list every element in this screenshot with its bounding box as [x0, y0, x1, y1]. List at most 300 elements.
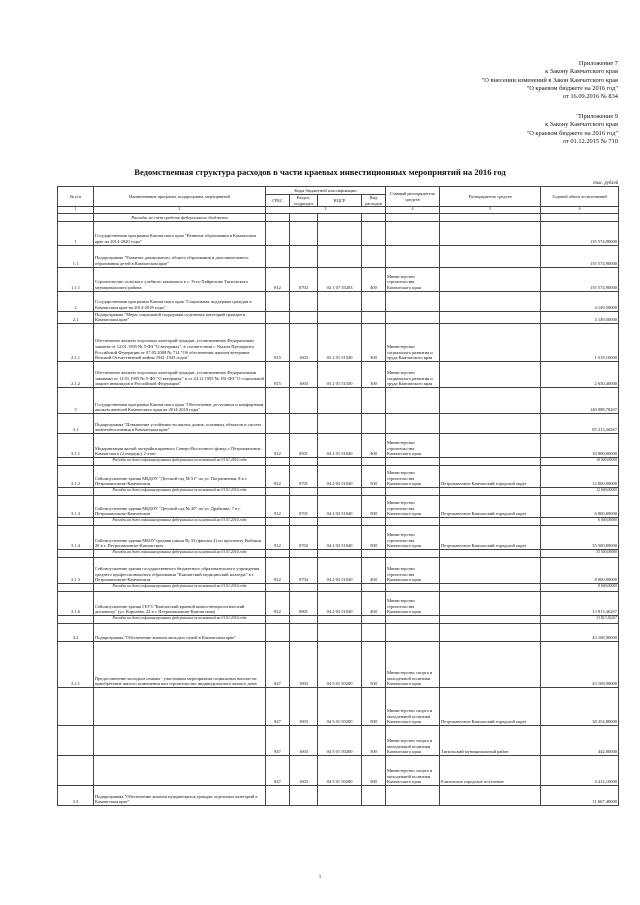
cell-grbs: 812 [266, 525, 290, 549]
cell-vr [362, 583, 386, 591]
cell-grbs: 847 [266, 725, 290, 755]
cell-recipient: Петропавловск-Камчатский городской округ [440, 687, 541, 725]
header-total: Годовой объем ассигнований [541, 187, 619, 207]
header-recipient: Распорядитель средств [440, 187, 541, 207]
cell-recipient [440, 311, 541, 323]
cell-grbs [266, 245, 290, 267]
cell-ksr: 04 5 01 50200 [318, 687, 362, 725]
cell-ksr: 03 2 01 51340 [318, 323, 362, 361]
cell-razdel [290, 457, 318, 465]
cell-razdel: 0704 [290, 557, 318, 583]
table-row [58, 725, 619, 755]
cell-vr [362, 245, 386, 267]
cell-name: Подпрограмма "Обеспечение жильем молодых семей в Камчатском крае" [94, 623, 266, 641]
cell-razdel [290, 221, 318, 245]
cell-ksr [318, 615, 362, 623]
cell-ksr: 04 5 01 50200 [318, 755, 362, 785]
cell-name: Предоставление молодым семьям - участникам мероприятия социальных выплат на приобретение жилого помещения или строительство индивидуального жилого дома [94, 641, 266, 687]
cell-ksr [318, 549, 362, 557]
table-row [58, 291, 619, 311]
cell-razdel: 0901 [290, 591, 318, 615]
cell-grbs: 847 [266, 641, 290, 687]
cell-razdel [290, 583, 318, 591]
column-number: 1 [58, 207, 94, 214]
cell-num: 3.3 [58, 785, 94, 805]
cell-total: 12 000,00000 [541, 465, 619, 487]
cell-recipient [440, 641, 541, 687]
cell-recipient [440, 557, 541, 583]
cell-main: Министерство строительства Камчатского края [386, 433, 440, 457]
cell-razdel [290, 213, 318, 221]
cell-total: 1 519,10000 [541, 323, 619, 361]
cell-main: Министерство социального развития и труда Камчатского края [386, 361, 440, 387]
cell-total: 35 500,00000 [541, 525, 619, 549]
cell-grbs [266, 221, 290, 245]
cell-grbs [266, 623, 290, 641]
cell-num: 2 [58, 291, 94, 311]
table-row [58, 387, 619, 413]
cell-total: 11 667,40000 [541, 785, 619, 805]
cell-grbs: 812 [266, 557, 290, 583]
cell-recipient [440, 291, 541, 311]
note-row [58, 457, 619, 465]
cell-vr: 500 [362, 525, 386, 549]
cell-num: 3.1.3 [58, 495, 94, 517]
table-row [58, 525, 619, 549]
cell-num [58, 755, 94, 785]
cell-total: 4 149,50000 [541, 311, 619, 323]
cell-num [58, 517, 94, 525]
column-number: 6 [541, 207, 619, 214]
cell-ksr [318, 413, 362, 433]
cell-name: Обеспечение жильем отдельных категорий граждан, установленных Федеральными законами от 12.01.1995 № 5-ФЗ "О ветеранах" и от 24.11.1995 № 181-ФЗ "О социальной защите инвалидов в Российской Федерации" [94, 361, 266, 387]
cell-main [386, 291, 440, 311]
cell-num [58, 549, 94, 557]
cell-ksr [318, 623, 362, 641]
note-row [58, 583, 619, 591]
cell-vr [362, 387, 386, 413]
cell-main: Министерство спорта и молодежной политики Камчатского края [386, 687, 440, 725]
cell-ksr [318, 785, 362, 805]
units-label: тыс. рублей [593, 181, 618, 186]
cell-main [386, 213, 440, 221]
cell-grbs: 815 [266, 361, 290, 387]
cell-total: 4 149,50000 [541, 291, 619, 311]
cell-main [386, 487, 440, 495]
column-number-row [58, 207, 619, 214]
cell-recipient [440, 221, 541, 245]
cell-total: 135 574,90000 [541, 267, 619, 291]
cell-razdel [290, 387, 318, 413]
cell-name: Расходы за счет средств федерального бюджета [94, 213, 266, 221]
cell-main: Министерство строительства Камчатского края [386, 591, 440, 615]
cell-vr: 400 [362, 591, 386, 615]
note-row [58, 549, 619, 557]
cell-main: Министерство строительства Камчатского края [386, 267, 440, 291]
cell-num: 3 [58, 387, 94, 413]
cell-grbs [266, 413, 290, 433]
cell-vr [362, 213, 386, 221]
cell-total: 6 000,00000 [541, 495, 619, 517]
cell-vr: 500 [362, 725, 386, 755]
cell-total: 135 574,90000 [541, 245, 619, 267]
cell-vr: 300 [362, 323, 386, 361]
cell-razdel [290, 311, 318, 323]
cell-main [386, 517, 440, 525]
cell-main [386, 549, 440, 557]
cell-ksr [318, 311, 362, 323]
cell-main [386, 413, 440, 433]
cell-main: Министерство строительства Камчатского края [386, 495, 440, 517]
cell-recipient [440, 517, 541, 525]
table-row [58, 495, 619, 517]
appendix-line: "О краевом бюджете на 2016 год" [526, 129, 618, 137]
cell-num: 3.1.6 [58, 591, 94, 615]
column-number: 3 [266, 207, 386, 214]
cell-razdel: 1003 [290, 641, 318, 687]
cell-razdel [290, 517, 318, 525]
cell-name: Подпрограмма "Повышение устойчивости жилых домов, основных объектов и систем жизнеобеспечения в Камчатском крае" [94, 413, 266, 433]
cell-ksr [318, 245, 362, 267]
cell-main: Министерство спорта и молодежной политики Камчатского края [386, 641, 440, 687]
cell-name: Строительство сельского учебного комплекса в с. Усть-Хайрюзово Тигильского муниципального района [94, 267, 266, 291]
table-body [58, 213, 619, 805]
cell-recipient: Петропавловск-Камчатский городской округ [440, 525, 541, 549]
cell-recipient [440, 591, 541, 615]
cell-num [58, 615, 94, 623]
cell-total: 13 813,36267 [541, 615, 619, 623]
cell-vr [362, 413, 386, 433]
cell-main: Министерство строительства Камчатского края [386, 557, 440, 583]
cell-num: 3.1.1 [58, 433, 94, 457]
cell-main [386, 245, 440, 267]
appendix-9-header [527, 113, 618, 146]
cell-grbs: 812 [266, 495, 290, 517]
cell-razdel [290, 549, 318, 557]
cell-recipient [440, 213, 541, 221]
cell-grbs: 812 [266, 267, 290, 291]
cell-main: Министерство спорта и молодежной политики Камчатского края [386, 755, 440, 785]
cell-total: 35 500,00000 [541, 549, 619, 557]
cell-razdel [290, 785, 318, 805]
cell-recipient [440, 785, 541, 805]
cell-vr [362, 623, 386, 641]
column-number: 4 [386, 207, 440, 214]
cell-grbs: 847 [266, 687, 290, 725]
cell-vr: 500 [362, 687, 386, 725]
cell-grbs: 812 [266, 465, 290, 487]
cell-main: Министерство строительства Камчатского края [386, 465, 440, 487]
cell-total: 10 000,00000 [541, 457, 619, 465]
header-main: Главный распорядитель средств [386, 187, 440, 207]
cell-ksr: 04 5 01 50200 [318, 725, 362, 755]
cell-vr [362, 221, 386, 245]
cell-razdel: 0702 [290, 525, 318, 549]
cell-num: 2.1.2 [58, 361, 94, 387]
cell-num [58, 725, 94, 755]
cell-ksr: 04 2 03 51040 [318, 557, 362, 583]
cell-name: Подпрограмма "Обеспечение жильем нуждающихся граждан отдельных категорий в Камчатском крае" [94, 785, 266, 805]
table-row [58, 785, 619, 805]
cell-ksr: 04 2 03 51040 [318, 465, 362, 487]
document-title: Ведомственная структура расходов в части краевых инвестиционных мероприятий на 2016 год [134, 167, 506, 177]
cell-razdel: 1003 [290, 755, 318, 785]
cell-recipient: Елизовское городское поселение [440, 755, 541, 785]
cell-ksr: 04 2 01 51040 [318, 433, 362, 457]
cell-name: Расходы на долю софинансирования федеральных ассигнований на 01.01.2016 года [94, 457, 266, 465]
cell-razdel: 1003 [290, 323, 318, 361]
cell-grbs [266, 615, 290, 623]
table-row [58, 623, 619, 641]
appendix-line: к Закону Камчатского края [545, 68, 618, 76]
cell-total: 10 000,00000 [541, 433, 619, 457]
cell-num: 1.1.1 [58, 267, 94, 291]
cell-ksr: 03 2 01 51350 [318, 361, 362, 387]
cell-razdel: 0701 [290, 495, 318, 517]
cell-name: Расходы на долю софинансирования федеральных ассигнований на 01.01.2016 года [94, 487, 266, 495]
cell-recipient: Тигильский муниципальный район [440, 725, 541, 755]
column-number: 5 [440, 207, 541, 214]
cell-main [386, 623, 440, 641]
cell-name: Расходы на долю софинансирования федеральных ассигнований на 01.01.2016 года [94, 583, 266, 591]
cell-total: 4 412,10000 [541, 755, 619, 785]
cell-grbs [266, 487, 290, 495]
cell-grbs [266, 291, 290, 311]
cell-num: 2.1 [58, 311, 94, 323]
cell-name: Расходы на долю софинансирования федеральных ассигнований на 01.01.2016 года [94, 549, 266, 557]
cell-name [94, 687, 266, 725]
cell-main: Министерство строительства Камчатского края [386, 525, 440, 549]
note-row [58, 615, 619, 623]
cell-main: Министерство социального развития и труда Камчатского края [386, 323, 440, 361]
cell-vr: 500 [362, 465, 386, 487]
column-number: 2 [94, 207, 266, 214]
cell-total: 140 088,70267 [541, 387, 619, 413]
cell-total: 13 813,36267 [541, 591, 619, 615]
table-row [58, 413, 619, 433]
cell-grbs [266, 549, 290, 557]
cell-recipient [440, 267, 541, 291]
cell-grbs [266, 387, 290, 413]
cell-grbs [266, 213, 290, 221]
cell-num [58, 583, 94, 591]
cell-ksr: 04 2 03 51040 [318, 591, 362, 615]
header-vr: Вид расходов [362, 195, 386, 207]
cell-num: 2.1.1 [58, 323, 94, 361]
cell-vr: 300 [362, 361, 386, 387]
cell-num: 3.2 [58, 623, 94, 641]
cell-recipient [440, 245, 541, 267]
appendix-line: от 01.12.2015 № 710 [562, 137, 618, 145]
cell-total: 85 313,36267 [541, 413, 619, 433]
cell-total: 6 000,00000 [541, 517, 619, 525]
cell-grbs: 815 [266, 323, 290, 361]
cell-main [386, 311, 440, 323]
cell-recipient: Петропавловск-Камчатский городской округ [440, 465, 541, 487]
cell-num: 3.2.1 [58, 641, 94, 687]
appendix-line: "Приложение 9 [576, 113, 618, 120]
cell-vr [362, 291, 386, 311]
table-row [58, 755, 619, 785]
cell-ksr: 04 2 03 51040 [318, 495, 362, 517]
cell-main [386, 785, 440, 805]
cell-name: Сейсмоусиление здания МБДОУ "Детский сад № 20" по ул. Драбкина, 7 в г. Петропавловске-Камчатском [94, 495, 266, 517]
cell-total: 43 108,90000 [541, 623, 619, 641]
cell-recipient: Петропавловск-Камчатский городской округ [440, 495, 541, 517]
cell-razdel: 1003 [290, 687, 318, 725]
cell-ksr [318, 583, 362, 591]
cell-name: Модернизация жилой застройки краевого Северо-Восточного фонда г. Петропавловск-Камчатского (2 очередь), 2 этап [94, 433, 266, 457]
table-row [58, 221, 619, 245]
cell-razdel: 1003 [290, 725, 318, 755]
cell-recipient [440, 387, 541, 413]
cell-ksr [318, 517, 362, 525]
cell-num: 1.1 [58, 245, 94, 267]
cell-razdel: 0701 [290, 465, 318, 487]
header-grbs: ГРБС [266, 195, 290, 207]
note-row [58, 487, 619, 495]
cell-vr: 500 [362, 641, 386, 687]
cell-grbs [266, 311, 290, 323]
cell-ksr [318, 487, 362, 495]
cell-total: 2 630,40000 [541, 361, 619, 387]
appendix-line: "О краевом бюджете на 2016 год" [526, 84, 618, 92]
cell-ksr [318, 387, 362, 413]
cell-total: 442,00000 [541, 725, 619, 755]
cell-razdel: 0702 [290, 267, 318, 291]
cell-razdel [290, 615, 318, 623]
cell-razdel [290, 487, 318, 495]
header-num: № п/п [58, 187, 94, 207]
cell-grbs: 847 [266, 755, 290, 785]
cell-name: Расходы на долю софинансирования федеральных ассигнований на 01.01.2016 года [94, 615, 266, 623]
cell-grbs [266, 457, 290, 465]
cell-ksr: 04 5 01 50200 [318, 641, 362, 687]
table-row [58, 323, 619, 361]
cell-grbs: 812 [266, 433, 290, 457]
cell-num [58, 457, 94, 465]
cell-num [58, 213, 94, 221]
cell-ksr [318, 291, 362, 311]
cell-name: Обеспечение жильем отдельных категорий граждан, установленных Федеральным законом от 12.01.1995 № 5-ФЗ "О ветеранах", в соответствии с Указом Президента Российской Федерации от 07.05.2008 № 714 "Об обеспечении жильем ветеранов Великой Отечественной войны 1941-1945 годов" [94, 323, 266, 361]
table-row [58, 267, 619, 291]
cell-recipient [440, 583, 541, 591]
cell-num: 3.1.2 [58, 465, 94, 487]
cell-name [94, 725, 266, 755]
table-row [58, 557, 619, 583]
cell-ksr: 04 2 03 51040 [318, 525, 362, 549]
cell-num: 1 [58, 221, 94, 245]
cell-razdel: 0501 [290, 433, 318, 457]
cell-num [58, 687, 94, 725]
cell-recipient [440, 323, 541, 361]
appendix-line: от 16.09.2016 № 834 [562, 93, 618, 101]
cell-total: 8 000,00000 [541, 557, 619, 583]
cell-vr [362, 487, 386, 495]
cell-grbs [266, 785, 290, 805]
cell-vr: 500 [362, 495, 386, 517]
cell-vr [362, 311, 386, 323]
cell-razdel [290, 291, 318, 311]
cell-ksr [318, 457, 362, 465]
table-row [58, 213, 619, 221]
cell-vr [362, 517, 386, 525]
expenditure-table [57, 186, 619, 806]
cell-name: Сейсмоусиление здания государственного бюджетного образовательного учреждения среднего профессионального образования "Камчатский медицинский колледж" в г. Петропавловске-Камчатском [94, 557, 266, 583]
appendix-line: Приложение 7 [578, 60, 618, 67]
cell-vr [362, 785, 386, 805]
table-row [58, 311, 619, 323]
cell-vr [362, 615, 386, 623]
cell-recipient [440, 433, 541, 457]
cell-name: Подпрограмма "Меры социальной поддержки отдельных категорий граждан в Камчатском крае" [94, 311, 266, 323]
cell-num: 3.1 [58, 413, 94, 433]
appendix-line: "О внесении изменений в Закон Камчатского края [481, 76, 618, 84]
cell-total: 38 254,80000 [541, 687, 619, 725]
cell-recipient [440, 487, 541, 495]
appendix-line: к Закону Камчатского края [545, 121, 618, 129]
cell-ksr: 02 1 07 55203 [318, 267, 362, 291]
cell-main [386, 615, 440, 623]
cell-vr [362, 457, 386, 465]
cell-vr: 400 [362, 433, 386, 457]
cell-name [94, 755, 266, 785]
cell-num: 3.1.5 [58, 557, 94, 583]
cell-recipient [440, 413, 541, 433]
cell-grbs [266, 583, 290, 591]
cell-recipient [440, 623, 541, 641]
table-row [58, 361, 619, 387]
cell-grbs [266, 517, 290, 525]
cell-razdel [290, 413, 318, 433]
cell-total: 135 574,90000 [541, 221, 619, 245]
cell-main: Министерство спорта и молодежной политики Камчатского края [386, 725, 440, 755]
cell-main [386, 387, 440, 413]
cell-total [541, 213, 619, 221]
cell-total: 8 000,00000 [541, 583, 619, 591]
cell-total: 12 000,00000 [541, 487, 619, 495]
cell-name: Сейсмоусиление здания ГБУЗ "Камчатский краевой кожно-венерологический диспансер" (ул. Королёва, 22 в г. Петропавловске-Камчатском) [94, 591, 266, 615]
cell-name: Государственная программа Камчатского края "Развитие образования в Камчатском крае на 2014-2020 годы" [94, 221, 266, 245]
table-row [58, 465, 619, 487]
cell-num [58, 487, 94, 495]
cell-main [386, 583, 440, 591]
cell-recipient [440, 615, 541, 623]
cell-vr: 400 [362, 557, 386, 583]
cell-razdel [290, 245, 318, 267]
note-row [58, 517, 619, 525]
table-row [58, 687, 619, 725]
cell-ksr [318, 213, 362, 221]
cell-razdel: 1003 [290, 361, 318, 387]
cell-name: Сейсмоусиление здания МБДОУ "Детский сад № 51" по ул. Пограничная, 8 в г. Петропавловске-Камчатском [94, 465, 266, 487]
cell-recipient [440, 549, 541, 557]
cell-name: Подпрограмма "Развитие дошкольного, общего образования и дополнительного образования детей в Камчатском крае" [94, 245, 266, 267]
cell-name: Сейсмоусиление здания МБОУ средняя школа № 33 (филиал 2) по проспекту Рыбаков, 28 в г. Петропавловске-Камчатском [94, 525, 266, 549]
appendix-7-header [482, 60, 618, 101]
table-row [58, 433, 619, 457]
cell-vr: 400 [362, 267, 386, 291]
cell-main [386, 457, 440, 465]
cell-name: Государственная программа Камчатского края "Обеспечение доступным и комфортным жильем жителей Камчатского края на 2014-2018 годы" [94, 387, 266, 413]
header-codes: Коды бюджетной классификации [266, 187, 386, 195]
cell-num: 3.1.4 [58, 525, 94, 549]
cell-grbs: 812 [266, 591, 290, 615]
header-ksr: КЦСР [318, 195, 362, 207]
header-razdel: Раздел, подраздел [290, 195, 318, 207]
cell-vr: 500 [362, 755, 386, 785]
table-row [58, 591, 619, 615]
